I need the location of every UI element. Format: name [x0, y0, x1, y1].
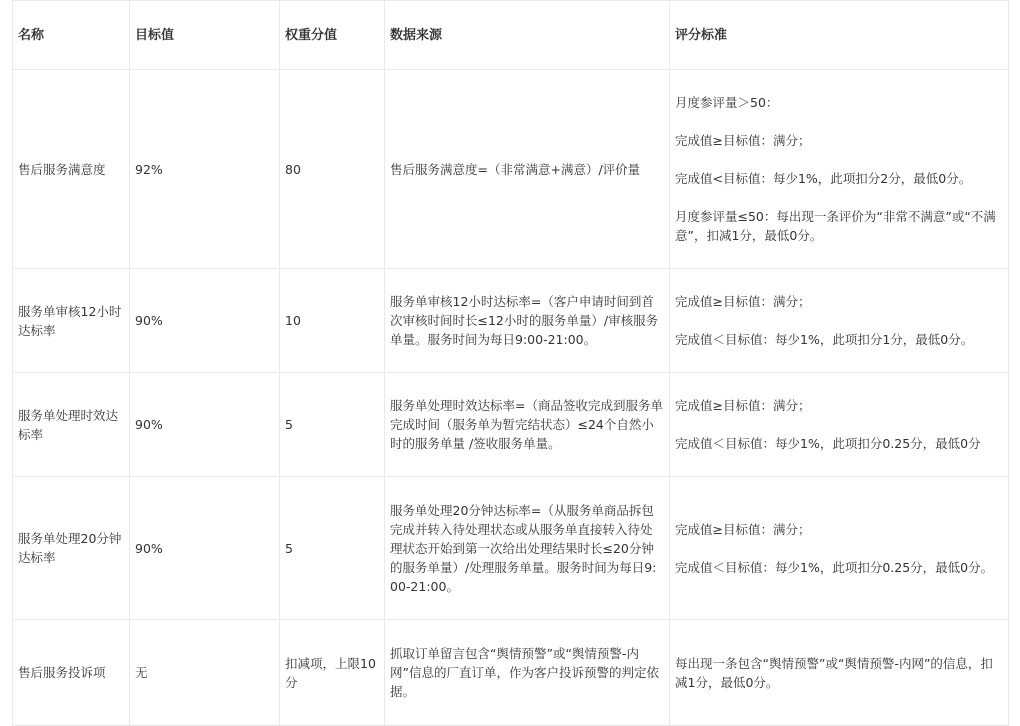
header-source: 数据来源 [385, 1, 670, 70]
cell-rules [670, 269, 1009, 373]
cell-weight: 5 [280, 477, 385, 620]
cell-name: 服务单处理20分钟达标率 [13, 477, 130, 620]
cell-name: 服务单审核12小时达标率 [13, 269, 130, 373]
table-row [13, 620, 1009, 726]
rule-line: 月度参评量≤50：每出现一条评价为“非常不满意”或“不满意”，扣减1分，最低0分。 [675, 209, 996, 243]
table-row [13, 70, 1009, 269]
table-header [13, 1, 1009, 70]
cell-source: 服务单处理20分钟达标率=（从服务单商品拆包完成并转入待处理状态或从服务单直接转入待处理状态开始到第一次给出处理结果时长≤20分钟的服务单量）/处理服务单量。服务时间为每日9:00-21:00。 [385, 477, 670, 620]
table-row [13, 373, 1009, 477]
cell-name: 售后服务满意度 [13, 70, 130, 269]
cell-source: 服务单审核12小时达标率=（客户申请时间到首次审核时间时长≤12小时的服务单量）/审核服务单量。服务时间为每日9:00-21:00。 [385, 269, 670, 373]
cell-target: 92% [130, 70, 280, 269]
cell-weight: 10 [280, 269, 385, 373]
rule-line: 完成值＜目标值：每少1%，此项扣分0.25分，最低0分。 [675, 559, 994, 575]
rule-line: 每出现一条包含“舆情预警”或“舆情预警-内网”的信息，扣减1分，最低0分。 [675, 655, 993, 690]
rule-line: 完成值＜目标值：每少1%，此项扣分0.25分，最低0分 [675, 436, 981, 451]
rule-line: 月度参评量＞50： [675, 95, 779, 110]
cell-target: 无 [130, 620, 280, 726]
cell-source: 服务单处理时效达标率=（商品签收完成到服务单完成时间（服务单为暂完结状态）≤24个自然小时的服务单量 /签收服务单量。 [385, 373, 670, 477]
cell-target: 90% [130, 477, 280, 620]
cell-name: 售后服务投诉项 [13, 620, 130, 726]
header-target: 目标值 [130, 1, 280, 70]
rule-line: 完成值≥目标值：满分； [675, 294, 811, 309]
cell-target: 90% [130, 269, 280, 373]
table-row [13, 477, 1009, 620]
rule-line: 完成值≥目标值：满分； [675, 521, 811, 537]
header-row [13, 1, 1009, 70]
cell-source: 售后服务满意度=（非常满意+满意）/评价量 [385, 70, 670, 269]
cell-target: 90% [130, 373, 280, 477]
cell-weight: 5 [280, 373, 385, 477]
header-rules: 评分标准 [670, 1, 1009, 70]
cell-source: 抓取订单留言包含“舆情预警”或“舆情预警-内网”信息的厂直订单，作为客户投诉预警的判定依据。 [385, 620, 670, 726]
cell-rules [670, 620, 1009, 726]
cell-rules [670, 373, 1009, 477]
cell-rules [670, 477, 1009, 620]
table-row [13, 269, 1009, 373]
cell-rules [670, 70, 1009, 269]
header-name: 名称 [13, 1, 130, 70]
cell-weight: 80 [280, 70, 385, 269]
header-weight: 权重分值 [280, 1, 385, 70]
rule-line: 完成值≥目标值：满分； [675, 133, 811, 148]
scoring-criteria-table [12, 0, 1009, 726]
rule-line: 完成值<目标值：每少1%，此项扣分2分，最低0分。 [675, 171, 972, 186]
rule-line: 完成值＜目标值：每少1%，此项扣分1分，最低0分。 [675, 332, 974, 347]
cell-weight: 扣减项，上限10分 [280, 620, 385, 726]
cell-name: 服务单处理时效达标率 [13, 373, 130, 477]
table-body [13, 70, 1009, 726]
rule-line: 完成值≥目标值：满分； [675, 398, 811, 413]
